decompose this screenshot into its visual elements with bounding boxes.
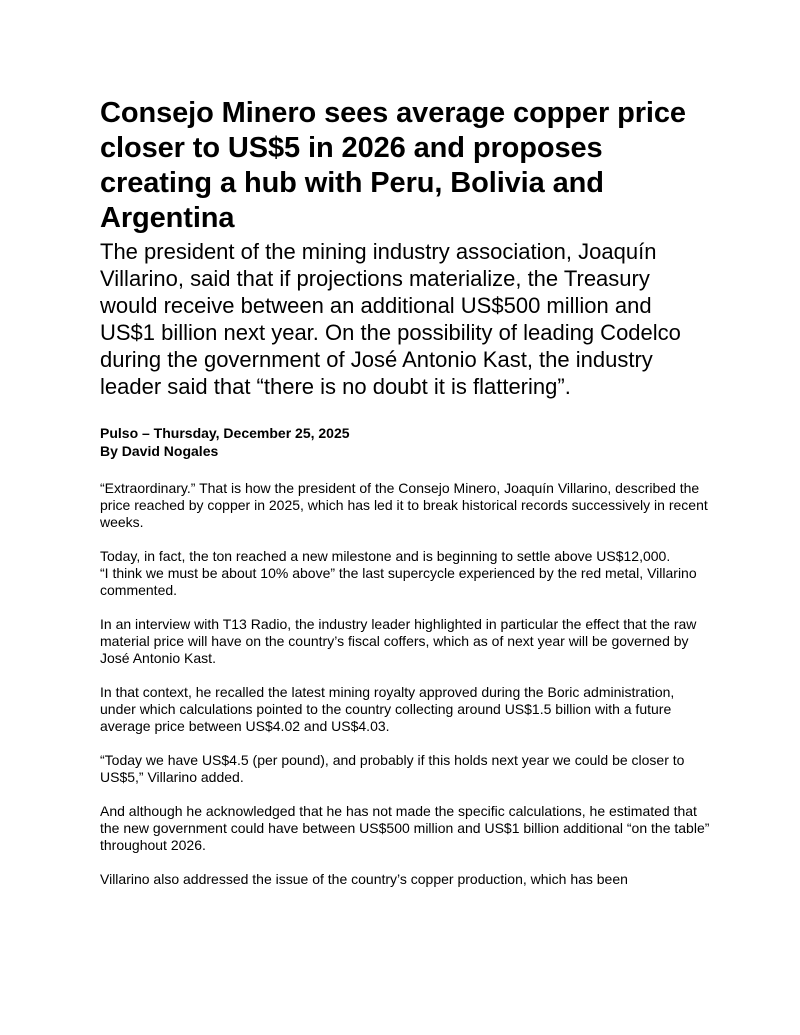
body-paragraph: “I think we must be about 10% above” the last supercycle experienced by the red metal, Villarino commented.	[100, 565, 697, 598]
body-paragraph: Villarino also addressed the issue of the country’s copper production, which has been	[100, 871, 628, 887]
article-dateline: Pulso – Thursday, December 25, 2025	[100, 425, 350, 441]
body-paragraph: Today, in fact, the ton reached a new milestone and is beginning to settle above US$12,000.	[100, 548, 671, 564]
byline	[100, 424, 710, 460]
article-body	[100, 480, 710, 888]
article	[100, 96, 710, 905]
body-paragraph: “Extraordinary.” That is how the president of the Consejo Minero, Joaquín Villarino, described the price reached by copper in 2025, which has led it to break historical records successively in recent weeks.	[100, 480, 708, 530]
body-paragraph: In that context, he recalled the latest mining royalty approved during the Boric administration, under which calculations pointed to the country collecting around US$1.5 billion with a future average price between US$4.02 and US$4.03.	[100, 684, 675, 734]
body-paragraph: And although he acknowledged that he has not made the specific calculations, he estimated that the new government could have between US$500 million and US$1 billion additional “on the table” throughout 2026.	[100, 803, 710, 853]
body-paragraph: In an interview with T13 Radio, the industry leader highlighted in particular the effect that the raw material price will have on the country’s fiscal coffers, which as of next year will be governed by José Antonio Kast.	[100, 616, 697, 666]
body-paragraph: “Today we have US$4.5 (per pound), and probably if this holds next year we could be closer to US$5,” Villarino added.	[100, 752, 685, 785]
article-headline: Consejo Minero sees average copper price closer to US$5 in 2026 and proposes creating a hub with Peru, Bolivia and Argentina	[100, 97, 686, 234]
article-subheadline: The president of the mining industry association, Joaquín Villarino, said that if projections materialize, the Treasury would receive between an additional US$500 million and US$1 billion next year. On the possibility of leading Codelco during the government of José Antonio Kast, the industry leader said that “there is no doubt it is flattering”.	[100, 239, 681, 399]
article-author: By David Nogales	[100, 443, 219, 459]
